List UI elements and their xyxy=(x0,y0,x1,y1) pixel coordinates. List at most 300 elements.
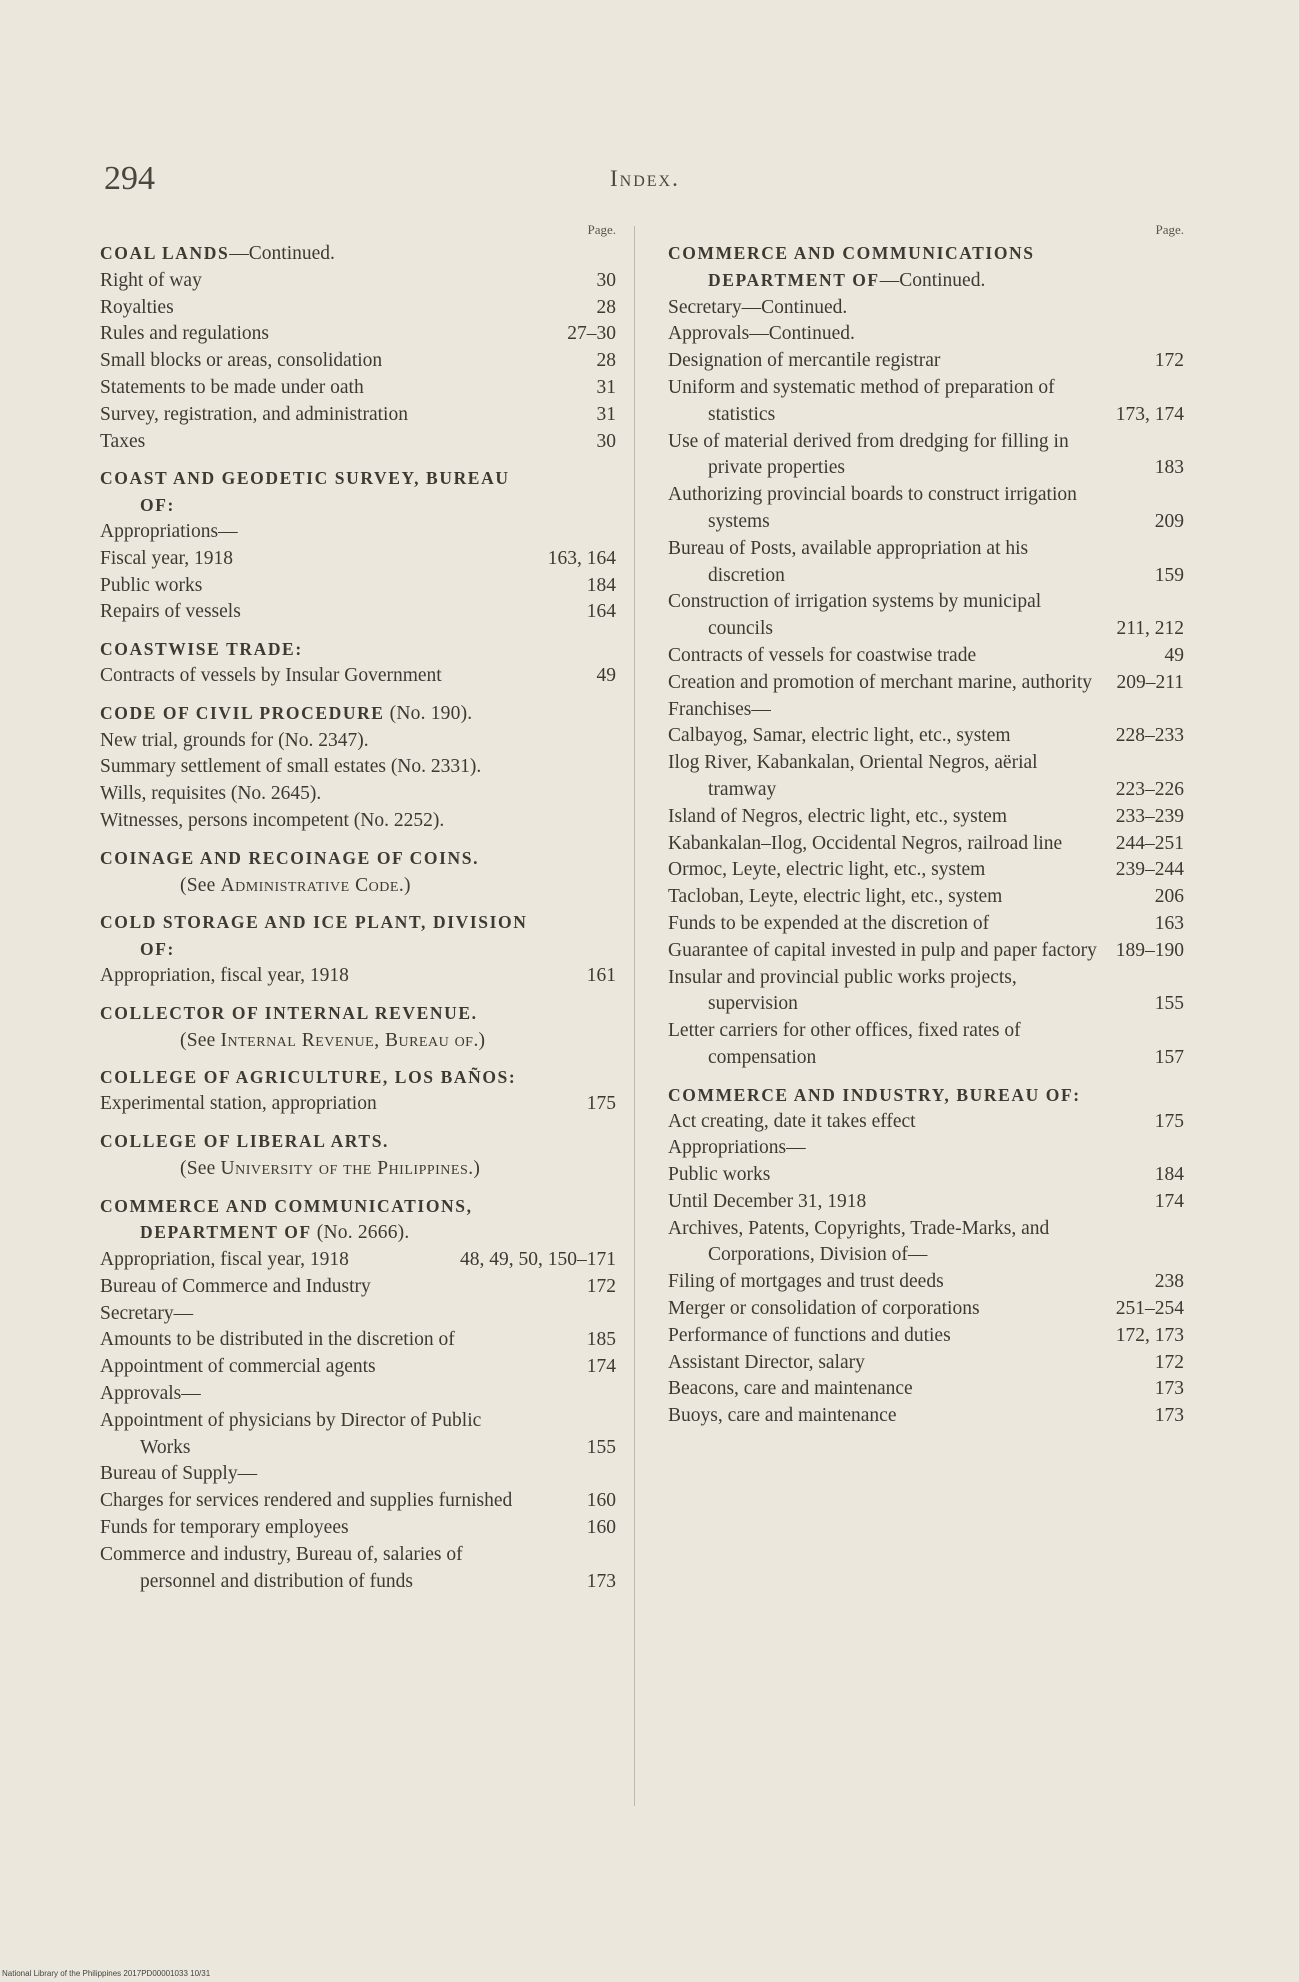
index-entry xyxy=(668,1135,1188,1162)
entry-gap xyxy=(100,990,620,1000)
page-reference: 172 xyxy=(1154,1351,1184,1373)
entry-term: Bureau of Commerce and Industry xyxy=(100,1275,371,1297)
entry-term: Small blocks or areas, consolidation xyxy=(100,350,383,372)
entry-term: COLLEGE OF AGRICULTURE, LOS BAÑOS: xyxy=(100,1067,517,1088)
index-entry xyxy=(668,589,1188,643)
entry-term: Construction of irrigation systems by municipal councils xyxy=(668,591,1042,640)
entry-term: Amounts to be distributed in the discretion of xyxy=(100,1329,455,1351)
entry-term: Creation and promotion of merchant marine, authority xyxy=(668,671,1093,693)
entry-text xyxy=(100,1461,620,1488)
page-reference: 239–244 xyxy=(1115,859,1184,881)
entry-text xyxy=(668,965,1188,1019)
index-entry xyxy=(100,546,620,573)
entry-gap xyxy=(668,1072,1188,1082)
entry-gap xyxy=(100,899,620,909)
entry-gap xyxy=(100,1118,620,1128)
page-reference: 155 xyxy=(1154,993,1184,1015)
page-reference: 28 xyxy=(596,296,616,318)
entry-term: Contracts of vessels for coastwise trade xyxy=(668,644,977,666)
page-reference: 160 xyxy=(586,1490,616,1512)
continued-note: —Continued. xyxy=(879,269,986,291)
entry-term: New trial, grounds for (No. 2347). xyxy=(100,729,369,751)
entry-text xyxy=(668,723,1188,750)
entry-term: Island of Negros, electric light, etc., system xyxy=(668,805,1007,827)
entry-term: Beacons, care and maintenance xyxy=(668,1378,913,1400)
index-entry xyxy=(668,375,1188,429)
page-reference: 159 xyxy=(1154,564,1184,586)
entry-text xyxy=(668,589,1188,643)
index-heading xyxy=(100,1064,620,1091)
index-entry xyxy=(668,723,1188,750)
page-number: 294 xyxy=(104,160,155,197)
entry-term: Appropriations— xyxy=(668,1137,806,1159)
running-head: Index. xyxy=(610,166,680,191)
entry-text xyxy=(100,1542,620,1596)
entry-text xyxy=(100,348,620,375)
entry-text xyxy=(668,1135,1188,1162)
index-entry xyxy=(100,808,620,835)
entry-text xyxy=(100,845,620,900)
entry-term: Statements to be made under oath xyxy=(100,376,364,398)
entry-term: Tacloban, Leyte, electric light, etc., system xyxy=(668,886,1003,908)
entry-gap xyxy=(100,1183,620,1193)
page-reference: 173, 174 xyxy=(1115,403,1184,425)
entry-term: Bureau of Posts, available appropriation at his discretion xyxy=(668,537,1029,586)
entry-text xyxy=(100,909,620,963)
index-entry xyxy=(668,348,1188,375)
entry-text xyxy=(100,429,620,456)
see-target: University of the Philippines xyxy=(220,1157,469,1179)
page-reference: 184 xyxy=(586,574,616,596)
index-entry xyxy=(100,375,620,402)
entry-text xyxy=(668,1323,1188,1350)
see-suffix: .) xyxy=(473,1029,486,1051)
entry-term: Authorizing provincial boards to construct irrigation systems xyxy=(668,484,1077,532)
page-reference: 173 xyxy=(1154,1378,1184,1400)
entry-term: Kabankalan–Ilog, Occidental Negros, railroad line xyxy=(668,832,1063,854)
index-entry xyxy=(100,402,620,429)
index-entry xyxy=(668,670,1188,697)
entry-text xyxy=(100,1193,620,1248)
index-heading xyxy=(100,909,620,963)
entry-term: COLLECTOR OF INTERNAL REVENUE. xyxy=(100,1002,478,1023)
index-entry xyxy=(100,781,620,808)
index-entry xyxy=(668,1296,1188,1323)
entry-term: Appointment of physicians by Director of Public Works xyxy=(100,1409,482,1458)
entry-text xyxy=(100,240,620,268)
entry-term: Use of material derived from dredging for filling in private properties xyxy=(668,430,1069,479)
page-reference: 157 xyxy=(1154,1046,1184,1068)
entry-text xyxy=(100,1515,620,1542)
page-reference: 174 xyxy=(586,1356,616,1378)
entry-text xyxy=(668,697,1188,724)
index-heading xyxy=(668,1082,1188,1109)
entry-term: Insular and provincial public works projects, supervision xyxy=(668,966,1017,1015)
index-entry xyxy=(100,963,620,990)
page-reference: 174 xyxy=(1154,1190,1184,1212)
index-entry xyxy=(100,754,620,781)
entry-text xyxy=(668,536,1188,590)
entry-text xyxy=(100,1274,620,1301)
page-reference: 164 xyxy=(586,601,616,623)
entry-text xyxy=(668,831,1188,858)
page-reference: 31 xyxy=(596,403,616,425)
page-reference: 28 xyxy=(596,350,616,372)
index-entry xyxy=(100,1247,620,1274)
see-target: Internal Revenue, Bureau of xyxy=(220,1029,474,1051)
index-entry xyxy=(668,1189,1188,1216)
entry-term: Contracts of vessels by Insular Government xyxy=(100,664,442,686)
index-entry xyxy=(668,1018,1188,1072)
entry-text xyxy=(100,546,620,573)
entry-text xyxy=(100,1354,620,1381)
index-heading xyxy=(100,240,620,268)
page-reference: 163 xyxy=(1154,912,1184,934)
entry-text xyxy=(100,636,620,663)
index-entry xyxy=(668,911,1188,938)
page-reference: 172, 173 xyxy=(1115,1324,1184,1346)
entry-text xyxy=(100,599,620,626)
entry-text xyxy=(100,402,620,429)
entry-term: Letter carriers for other offices, fixed rates of compensation xyxy=(668,1020,1021,1068)
index-entry xyxy=(100,1354,620,1381)
index-entry xyxy=(100,1301,620,1328)
index-entry xyxy=(668,482,1188,536)
entry-text xyxy=(668,240,1188,295)
index-entry xyxy=(100,663,620,690)
entry-text xyxy=(668,348,1188,375)
right-column xyxy=(668,222,1188,1430)
page-reference: 172 xyxy=(1154,350,1184,372)
page-reference: 173 xyxy=(1154,1405,1184,1427)
entry-text xyxy=(668,429,1188,483)
entry-text xyxy=(668,482,1188,536)
entry-term: Fiscal year, 1918 xyxy=(100,547,233,569)
index-entry xyxy=(668,750,1188,804)
index-entry xyxy=(100,1381,620,1408)
entry-text xyxy=(100,1408,620,1462)
see-prefix: (See xyxy=(180,1157,221,1179)
index-entry xyxy=(100,1091,620,1118)
entry-text xyxy=(668,1018,1188,1072)
entry-term: Experimental station, appropriation xyxy=(100,1093,377,1115)
index-entry xyxy=(668,697,1188,724)
page-reference: 189–190 xyxy=(1115,939,1184,961)
entry-term: Assistant Director, salary xyxy=(668,1351,865,1373)
page-reference: 173 xyxy=(586,1570,616,1592)
index-entry xyxy=(100,728,620,755)
page-reference: 238 xyxy=(1154,1271,1184,1293)
index-entry xyxy=(100,1515,620,1542)
entry-text xyxy=(100,1064,620,1091)
index-entry xyxy=(100,573,620,600)
index-entry xyxy=(668,1376,1188,1403)
entry-text xyxy=(668,938,1188,965)
entry-term: Approvals—Continued. xyxy=(668,323,855,345)
index-entry xyxy=(668,1162,1188,1189)
page-reference: 244–251 xyxy=(1115,832,1184,854)
index-entry xyxy=(668,1109,1188,1136)
entry-text xyxy=(100,1327,620,1354)
page-reference: 160 xyxy=(586,1517,616,1539)
entry-term: Buoys, care and maintenance xyxy=(668,1405,897,1427)
index-entry xyxy=(100,295,620,322)
see-prefix: (See xyxy=(180,874,221,896)
entry-term: COLD STORAGE AND ICE PLANT, DIVISION OF: xyxy=(100,912,528,960)
entry-text xyxy=(100,963,620,990)
index-heading xyxy=(100,1193,620,1248)
entry-text xyxy=(100,663,620,690)
see-prefix: (See xyxy=(180,1029,221,1051)
page-reference: 175 xyxy=(1154,1110,1184,1132)
entry-term: Wills, requisites (No. 2645). xyxy=(100,783,322,805)
left-entries xyxy=(100,240,620,1595)
page-reference: 206 xyxy=(1154,886,1184,908)
entry-term: Royalties xyxy=(100,296,174,318)
index-heading xyxy=(100,1000,620,1055)
index-entry xyxy=(668,1350,1188,1377)
right-entries xyxy=(668,240,1188,1430)
act-number: (No. 2666). xyxy=(311,1222,410,1244)
entry-term: Bureau of Supply— xyxy=(100,1463,258,1485)
entry-text xyxy=(668,1403,1188,1430)
index-entry xyxy=(668,965,1188,1019)
page-reference: 228–233 xyxy=(1115,725,1184,747)
entry-text xyxy=(100,1000,620,1055)
entry-term: Appropriations— xyxy=(100,520,238,542)
entry-term: Right of way xyxy=(100,269,202,291)
entry-text xyxy=(100,700,620,728)
footer-note: National Library of the Philippines 2017PD00001033 10/31 xyxy=(2,1969,211,1978)
index-entry xyxy=(100,519,620,546)
index-entry xyxy=(668,295,1188,322)
entry-text xyxy=(668,1376,1188,1403)
index-entry xyxy=(100,348,620,375)
index-entry xyxy=(100,1542,620,1596)
index-entry xyxy=(668,429,1188,483)
entry-term: COASTWISE TRADE: xyxy=(100,639,303,660)
index-entry xyxy=(668,804,1188,831)
index-entry xyxy=(668,831,1188,858)
page-reference: 30 xyxy=(596,430,616,452)
entry-term: COMMERCE AND COMMUNICATIONS, DEPARTMENT OF xyxy=(100,1195,473,1243)
entry-text xyxy=(100,1091,620,1118)
entry-text xyxy=(668,884,1188,911)
entry-term: Secretary— xyxy=(100,1302,194,1324)
index-entry xyxy=(668,1216,1188,1270)
entry-term: Funds to be expended at the discretion of xyxy=(668,912,990,934)
entry-text xyxy=(668,295,1188,322)
index-entry xyxy=(100,1408,620,1462)
entry-text xyxy=(668,911,1188,938)
page-reference: 49 xyxy=(1164,644,1184,666)
entry-term: Funds for temporary employees xyxy=(100,1517,349,1539)
entry-text xyxy=(100,1488,620,1515)
page-reference: 30 xyxy=(596,269,616,291)
entry-term: Act creating, date it takes effect xyxy=(668,1110,916,1132)
entry-term: Performance of functions and duties xyxy=(668,1324,951,1346)
left-column xyxy=(100,222,620,1595)
entry-text xyxy=(100,573,620,600)
page-reference: 161 xyxy=(586,964,616,986)
entry-text xyxy=(100,321,620,348)
entry-term: Appropriation, fiscal year, 1918 xyxy=(100,1249,349,1271)
entry-gap xyxy=(100,835,620,845)
entry-term: COAL LANDS xyxy=(100,243,230,263)
index-entry xyxy=(668,1323,1188,1350)
entry-term: COINAGE AND RECOINAGE OF COINS. xyxy=(100,847,480,868)
entry-text xyxy=(668,750,1188,804)
entry-term: Uniform and systematic method of preparation of statistics xyxy=(668,376,1055,425)
entry-text xyxy=(100,808,620,835)
entry-term: COAST AND GEODETIC SURVEY, BUREAU OF: xyxy=(100,468,510,516)
index-entry xyxy=(668,857,1188,884)
act-number: (No. 190). xyxy=(384,702,473,724)
entry-gap xyxy=(100,1054,620,1064)
entry-text xyxy=(668,804,1188,831)
entry-term: Rules and regulations xyxy=(100,323,269,345)
index-entry xyxy=(100,1327,620,1354)
entry-text xyxy=(100,268,620,295)
index-heading xyxy=(100,700,620,728)
index-entry xyxy=(100,429,620,456)
index-entry xyxy=(100,321,620,348)
entry-term: CODE OF CIVIL PROCEDURE xyxy=(100,702,385,723)
entry-term: COLLEGE OF LIBERAL ARTS. xyxy=(100,1130,390,1151)
cross-reference xyxy=(140,1030,485,1051)
entry-text xyxy=(100,1381,620,1408)
page-reference: 172 xyxy=(586,1275,616,1297)
page-column-label: Page. xyxy=(587,222,616,237)
page-reference: 209 xyxy=(1154,510,1184,532)
entry-term: Repairs of vessels xyxy=(100,601,241,623)
index-entry xyxy=(100,1488,620,1515)
index-entry xyxy=(668,1403,1188,1430)
entry-term: Approvals— xyxy=(100,1383,201,1405)
entry-text xyxy=(668,643,1188,670)
entry-term: Designation of mercantile registrar xyxy=(668,350,941,372)
entry-text xyxy=(668,375,1188,429)
entry-term: Filing of mortgages and trust deeds xyxy=(668,1271,944,1293)
column-divider xyxy=(634,226,635,1806)
entry-text xyxy=(100,728,620,755)
entry-term: Commerce and industry, Bureau of, salaries of personnel and distribution of funds xyxy=(100,1543,463,1592)
entry-text xyxy=(100,1128,620,1183)
see-suffix: .) xyxy=(468,1157,481,1179)
page-reference: 183 xyxy=(1154,457,1184,479)
entry-term: Ilog River, Kabankalan, Oriental Negros, aërial tramway xyxy=(668,752,1038,800)
entry-term: Calbayog, Samar, electric light, etc., system xyxy=(668,725,1011,747)
index-heading xyxy=(100,636,620,663)
entry-text xyxy=(668,670,1188,697)
entry-text xyxy=(668,857,1188,884)
entry-text xyxy=(668,1082,1188,1109)
entry-term: Until December 31, 1918 xyxy=(668,1190,867,1212)
index-heading xyxy=(668,240,1188,295)
entry-gap xyxy=(100,626,620,636)
entry-text xyxy=(668,1189,1188,1216)
entry-term: Public works xyxy=(100,574,203,596)
index-entry xyxy=(668,1269,1188,1296)
see-target: Administrative Code xyxy=(220,874,399,896)
see-suffix: .) xyxy=(398,874,411,896)
entry-term: Secretary—Continued. xyxy=(668,296,848,318)
entry-term: Guarantee of capital invested in pulp and paper factory xyxy=(668,939,1097,961)
cross-reference xyxy=(140,1158,480,1179)
entry-text xyxy=(100,375,620,402)
index-entry xyxy=(668,536,1188,590)
page-reference: 48, 49, 50, 150–171 xyxy=(460,1249,616,1271)
index-entry xyxy=(100,1274,620,1301)
entry-text xyxy=(668,1216,1188,1270)
entry-text xyxy=(668,1269,1188,1296)
index-entry xyxy=(100,599,620,626)
index-entry xyxy=(668,884,1188,911)
entry-term: Taxes xyxy=(100,430,146,452)
entry-term: Survey, registration, and administration xyxy=(100,403,408,425)
page-reference: 209–211 xyxy=(1116,671,1184,693)
page-reference: 175 xyxy=(586,1093,616,1115)
index-heading xyxy=(100,1128,620,1183)
page-reference: 31 xyxy=(596,376,616,398)
entry-term: Franchises— xyxy=(668,698,771,720)
entry-text xyxy=(100,781,620,808)
entry-term: Archives, Patents, Copyrights, Trade-Marks, and Corporations, Division of— xyxy=(668,1217,1050,1266)
index-heading xyxy=(100,845,620,900)
index-entry xyxy=(668,643,1188,670)
index-entry xyxy=(668,938,1188,965)
page-reference: 211, 212 xyxy=(1116,618,1184,640)
page-column-label: Page. xyxy=(1155,222,1184,237)
page-reference: 27–30 xyxy=(567,323,616,345)
page-reference: 49 xyxy=(596,664,616,686)
entry-gap xyxy=(100,690,620,700)
entry-text xyxy=(668,321,1188,348)
entry-term: Public works xyxy=(668,1164,771,1186)
continued-note: —Continued. xyxy=(229,243,335,264)
entry-text xyxy=(668,1350,1188,1377)
page-reference: 184 xyxy=(1154,1164,1184,1186)
page-reference: 223–226 xyxy=(1115,778,1184,800)
entry-text xyxy=(100,519,620,546)
page-reference: 155 xyxy=(586,1436,616,1458)
entry-text xyxy=(100,1301,620,1328)
index-heading xyxy=(100,465,620,519)
entry-text xyxy=(668,1296,1188,1323)
entry-term: Charges for services rendered and supplies furnished xyxy=(100,1490,513,1512)
entry-term: COMMERCE AND COMMUNICATIONS DEPARTMENT OF xyxy=(668,243,1035,290)
entry-text xyxy=(668,1162,1188,1189)
entry-term: Appropriation, fiscal year, 1918 xyxy=(100,964,349,986)
entry-gap xyxy=(100,455,620,465)
cross-reference xyxy=(140,875,411,896)
entry-term: Merger or consolidation of corporations xyxy=(668,1298,980,1320)
entry-term: Summary settlement of small estates (No. 2331). xyxy=(100,756,482,778)
entry-text xyxy=(668,1109,1188,1136)
entry-term: Ormoc, Leyte, electric light, etc., system xyxy=(668,859,986,881)
page-reference: 185 xyxy=(586,1329,616,1351)
page-reference: 251–254 xyxy=(1115,1298,1184,1320)
entry-term: COMMERCE AND INDUSTRY, BUREAU OF: xyxy=(668,1084,1081,1105)
index-entry xyxy=(668,321,1188,348)
page-reference: 163, 164 xyxy=(547,547,616,569)
entry-text xyxy=(100,295,620,322)
entry-term: Witnesses, persons incompetent (No. 2252). xyxy=(100,809,445,831)
entry-term: Appointment of commercial agents xyxy=(100,1356,376,1378)
index-entry xyxy=(100,1461,620,1488)
index-entry xyxy=(100,268,620,295)
entry-text xyxy=(100,465,620,519)
